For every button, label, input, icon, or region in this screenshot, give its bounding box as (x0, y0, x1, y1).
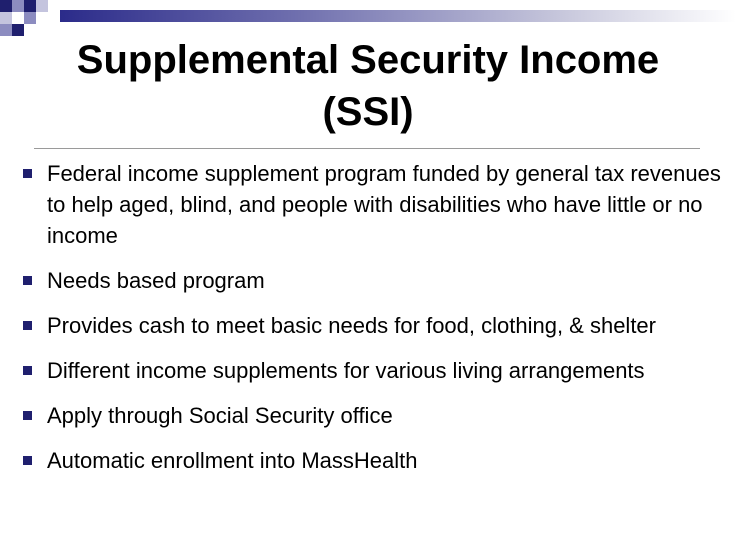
bullet-item (22, 158, 722, 251)
bullet-text: Automatic enrollment into MassHealth (47, 448, 418, 473)
bullet-list (22, 158, 722, 490)
title-divider (34, 148, 700, 149)
square-bullet-icon (23, 276, 32, 285)
bullet-text: Different income supplements for various living arrangements (47, 358, 645, 383)
square-bullet-icon (23, 366, 32, 375)
square-bullet-icon (23, 411, 32, 420)
square-bullet-icon (23, 169, 32, 178)
bullet-text: Provides cash to meet basic needs for food, clothing, & shelter (47, 313, 656, 338)
bullet-text: Needs based program (47, 268, 265, 293)
header-gradient-bar (60, 10, 736, 22)
bullet-text: Apply through Social Security office (47, 403, 393, 428)
bullet-item (22, 265, 722, 296)
bullet-item (22, 445, 722, 476)
bullet-item (22, 400, 722, 431)
slide-title: Supplemental Security Income (SSI) (76, 38, 660, 134)
bullet-item (22, 310, 722, 341)
square-bullet-icon (23, 456, 32, 465)
square-bullet-icon (23, 321, 32, 330)
bullet-item (22, 355, 722, 386)
bullet-text: Federal income supplement program funded by general tax revenues to help aged, blind, and people with disabilities who have little or no income (47, 161, 721, 248)
